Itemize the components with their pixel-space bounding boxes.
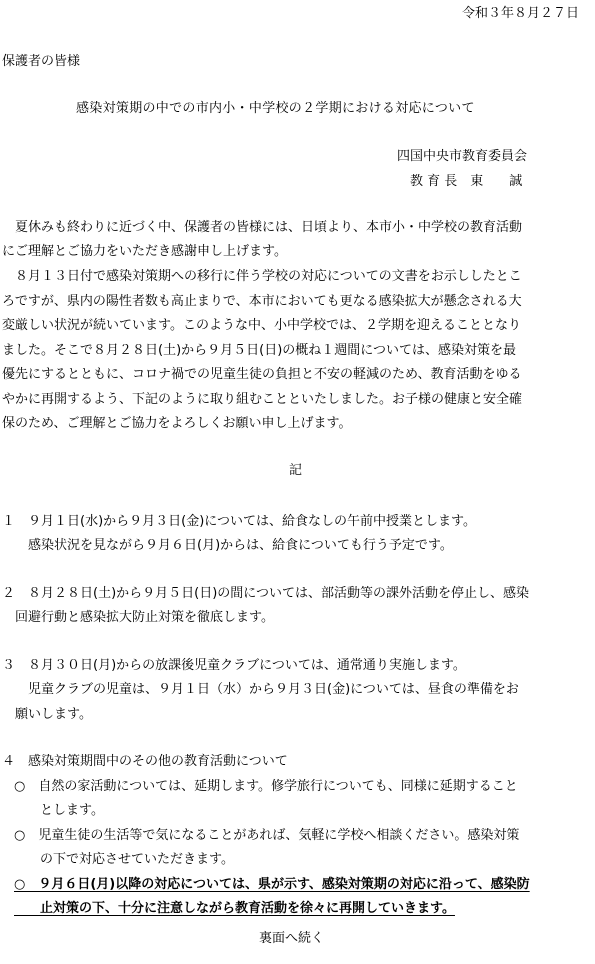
item-3-line-2: 児童クラブの児童は、９月１日（水）から９月３日(金)については、昼食の準備をお (2, 682, 519, 697)
ki-label: 記 (289, 463, 303, 478)
item-1-line-2: 感染状況を見ながら９月６日(月)からは、給食についても行う予定です。 (2, 538, 453, 553)
item-4-bullet-1-line-1: ○ 自然の家活動については、延期します。修学旅行についても、同様に延期すること (14, 779, 518, 794)
intro-p2-line-6: やかに再開するよう、下記のように取り組むことといたしました。お子様の健康と安全確 (2, 392, 523, 407)
item-2-line-1: ２ ８月２８日(土)から９月５日(日)の間については、部活動等の課外活動を停止し、感染 (2, 586, 530, 601)
intro-p1-line-2: にご理解とご協力をいただき感謝申し上げます。 (2, 244, 287, 259)
intro-p2-line-4: ました。そこで８月２８日(土)から９月５日(日)の概ね１週間については、感染対策を最 (2, 343, 517, 358)
item-3-line-1: ３ ８月３０日(月)からの放課後児童クラブについては、通常通り実施します。 (2, 658, 466, 673)
sender-organization: 四国中央市教育委員会 (397, 149, 528, 164)
item-1-line-1: １ ９月１日(水)から９月３日(金)については、給食なしの午前中授業とします。 (2, 514, 476, 529)
item-3-line-3: 願いします。 (2, 707, 92, 722)
item-4-bullet-2-line-2: の下で対応させていただきます。 (14, 852, 234, 867)
item-4-bullet-3-line-1: ○ ９月６日(月)以降の対応については、県が示す、感染対策期の対応に沿って、感染防 (14, 877, 530, 892)
intro-p2-line-5: 優先にするとともに、コロナ禍での児童生徒の負担と不安の軽減のため、教育活動をゆる (2, 367, 522, 382)
item-2-line-2: 回避行動と感染拡大防止対策を徹底します。 (2, 610, 274, 625)
document-title: 感染対策期の中での市内小・中学校の２学期における対応について (76, 101, 475, 116)
item-4-bullet-2-line-1: ○ 児童生徒の生活等で気になることがあれば、気軽に学校へ相談ください。感染対策 (14, 828, 520, 843)
item-4-heading: ４ 感染対策期間中のその他の教育活動について (2, 754, 288, 769)
intro-p2-line-2: ろですが、県内の陽性者数も高止まりで、本市においても更なる感染拡大が懸念される大 (2, 294, 522, 309)
intro-p2-line-7: 保のため、ご理解とご協力をよろしくお願い申し上げます。 (2, 416, 352, 431)
item-4-bullet-1-line-2: とします。 (14, 803, 104, 818)
sender-person: 教 育 長 東 誠 (410, 174, 523, 189)
intro-p2-line-1: ８月１３日付で感染対策期への移行に伴う学校の対応についての文書をお示ししたとこ (2, 269, 522, 284)
intro-p1-line-1: 夏休みも終わりに近づく中、保護者の皆様には、日頃より、本市小・中学校の教育活動 (2, 220, 523, 235)
continued-on-back: 裏面へ続く (259, 931, 325, 946)
item-4-bullet-3-line-2: 止対策の下、十分に注意しながら教育活動を徐々に再開していきます。 (14, 901, 455, 916)
document-date: 令和３年８月２７日 (461, 6, 579, 21)
addressee: 保護者の皆様 (2, 54, 81, 69)
intro-p2-line-3: 変厳しい状況が続いています。このような中、小中学校では、２学期を迎えることとなり (2, 318, 521, 333)
